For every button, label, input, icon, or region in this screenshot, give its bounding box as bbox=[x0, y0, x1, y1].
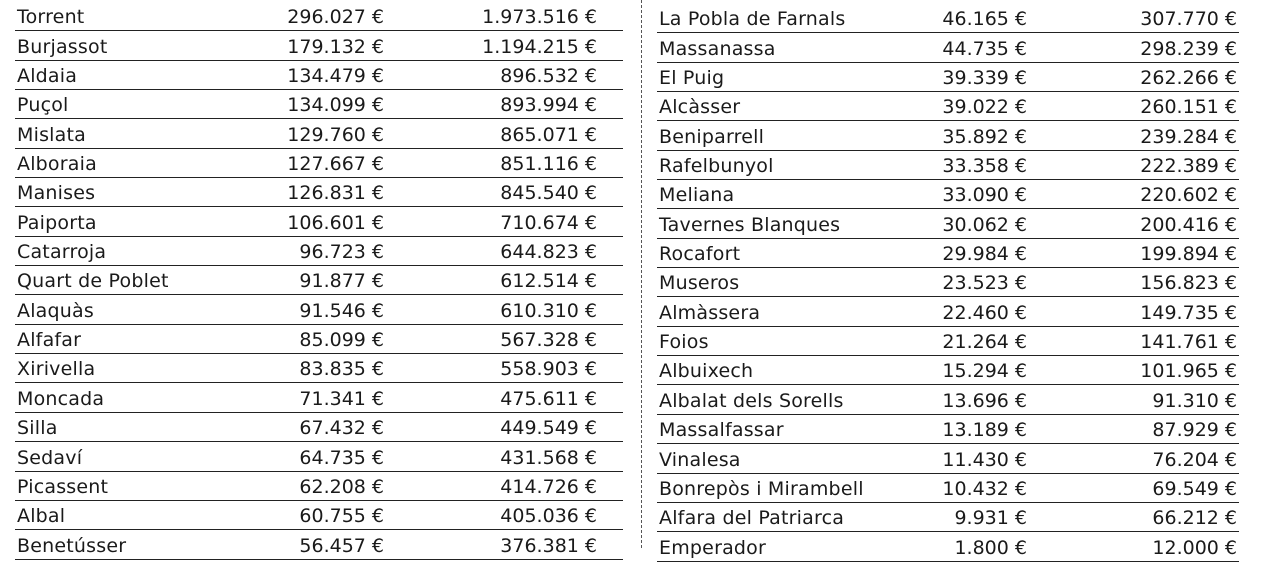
total-value: 91.310 € bbox=[1152, 389, 1237, 412]
amount-value: 106.601 € bbox=[287, 211, 384, 234]
left-table bbox=[15, 2, 623, 560]
amount-value: 35.892 € bbox=[942, 125, 1027, 148]
municipality-name: Alcàsser bbox=[659, 96, 741, 119]
total-value: 199.894 € bbox=[1140, 243, 1237, 266]
municipality-name: La Pobla de Farnals bbox=[659, 8, 846, 31]
total-value: 865.071 € bbox=[500, 123, 597, 146]
municipality-name: Massanassa bbox=[659, 37, 776, 60]
amount-value: 33.090 € bbox=[942, 184, 1027, 207]
total-value: 1.194.215 € bbox=[482, 35, 597, 58]
amount-value: 134.479 € bbox=[287, 65, 384, 88]
municipality-name: Sedaví bbox=[17, 446, 83, 469]
municipality-name: Quart de Poblet bbox=[17, 270, 169, 293]
total-value: 896.532 € bbox=[500, 65, 597, 88]
amount-value: 134.099 € bbox=[287, 94, 384, 117]
municipality-name: Aldaia bbox=[17, 65, 78, 88]
amount-value: 13.189 € bbox=[942, 419, 1027, 442]
amount-value: 179.132 € bbox=[287, 35, 384, 58]
total-value: 298.239 € bbox=[1140, 37, 1237, 60]
table-row bbox=[657, 474, 1239, 503]
total-value: 222.389 € bbox=[1140, 155, 1237, 178]
total-value: 76.204 € bbox=[1152, 448, 1237, 471]
table-row bbox=[15, 295, 623, 324]
municipality-name: Paiporta bbox=[17, 211, 97, 234]
amount-value: 39.022 € bbox=[942, 96, 1027, 119]
municipality-name: Vinalesa bbox=[659, 448, 741, 471]
table-row bbox=[657, 356, 1239, 385]
amount-value: 1.800 € bbox=[954, 536, 1027, 559]
municipality-name: Almàssera bbox=[659, 301, 761, 324]
table-row bbox=[657, 503, 1239, 532]
right-table bbox=[657, 4, 1239, 562]
total-value: 307.770 € bbox=[1140, 8, 1237, 31]
amount-value: 39.339 € bbox=[942, 67, 1027, 90]
amount-value: 10.432 € bbox=[942, 477, 1027, 500]
total-value: 260.151 € bbox=[1140, 96, 1237, 119]
municipality-name: Rafelbunyol bbox=[659, 155, 774, 178]
table-row bbox=[15, 207, 623, 236]
municipality-name: Rocafort bbox=[659, 243, 741, 266]
total-value: 851.116 € bbox=[500, 153, 597, 176]
total-value: 431.568 € bbox=[500, 446, 597, 469]
municipality-name: Bonrepòs i Mirambell bbox=[659, 477, 864, 500]
table-row bbox=[657, 444, 1239, 473]
total-value: 558.903 € bbox=[500, 358, 597, 381]
table-row bbox=[657, 121, 1239, 150]
amount-value: 91.877 € bbox=[299, 270, 384, 293]
municipality-name: Albalat dels Sorells bbox=[659, 389, 844, 412]
table-row bbox=[15, 383, 623, 412]
municipality-name: Puçol bbox=[17, 94, 69, 117]
total-value: 405.036 € bbox=[500, 505, 597, 528]
table-row bbox=[657, 4, 1239, 33]
municipality-name: Alfafar bbox=[17, 329, 82, 352]
table-row bbox=[15, 119, 623, 148]
municipality-name: Picassent bbox=[17, 475, 109, 498]
amount-value: 11.430 € bbox=[942, 448, 1027, 471]
amount-value: 23.523 € bbox=[942, 272, 1027, 295]
total-value: 376.381 € bbox=[500, 534, 597, 557]
total-value: 141.761 € bbox=[1140, 331, 1237, 354]
amount-value: 126.831 € bbox=[287, 182, 384, 205]
municipality-name: Tavernes Blanques bbox=[659, 213, 841, 236]
amount-value: 56.457 € bbox=[299, 534, 384, 557]
table-row bbox=[657, 92, 1239, 121]
table-row bbox=[657, 151, 1239, 180]
amount-value: 85.099 € bbox=[299, 329, 384, 352]
municipality-name: Catarroja bbox=[17, 241, 107, 264]
amount-value: 64.735 € bbox=[299, 446, 384, 469]
total-value: 1.973.516 € bbox=[482, 6, 597, 29]
total-value: 12.000 € bbox=[1152, 536, 1237, 559]
total-value: 414.726 € bbox=[500, 475, 597, 498]
total-value: 710.674 € bbox=[500, 211, 597, 234]
municipality-name: Emperador bbox=[659, 536, 767, 559]
table-row bbox=[15, 178, 623, 207]
total-value: 156.823 € bbox=[1140, 272, 1237, 295]
total-value: 262.266 € bbox=[1140, 67, 1237, 90]
amount-value: 129.760 € bbox=[287, 123, 384, 146]
amount-value: 46.165 € bbox=[942, 8, 1027, 31]
table-row bbox=[657, 327, 1239, 356]
amount-value: 91.546 € bbox=[299, 299, 384, 322]
total-value: 610.310 € bbox=[500, 299, 597, 322]
municipality-name: Massalfassar bbox=[659, 419, 784, 442]
table-row bbox=[657, 297, 1239, 326]
table-row bbox=[15, 90, 623, 119]
table-row bbox=[15, 61, 623, 90]
amount-value: 62.208 € bbox=[299, 475, 384, 498]
amount-value: 21.264 € bbox=[942, 331, 1027, 354]
municipality-name: Museros bbox=[659, 272, 740, 295]
total-value: 475.611 € bbox=[500, 387, 597, 410]
total-value: 149.735 € bbox=[1140, 301, 1237, 324]
table-row bbox=[15, 530, 623, 559]
municipality-name: Albal bbox=[17, 505, 66, 528]
table-row bbox=[15, 354, 623, 383]
total-value: 220.602 € bbox=[1140, 184, 1237, 207]
total-value: 69.549 € bbox=[1152, 477, 1237, 500]
amount-value: 296.027 € bbox=[287, 6, 384, 29]
municipality-name: Alboraia bbox=[17, 153, 97, 176]
amount-value: 71.341 € bbox=[299, 387, 384, 410]
municipality-name: Moncada bbox=[17, 387, 105, 410]
amount-value: 127.667 € bbox=[287, 153, 384, 176]
table-row bbox=[657, 239, 1239, 268]
amount-value: 9.931 € bbox=[954, 507, 1027, 530]
municipality-name: Benetússer bbox=[17, 534, 127, 557]
municipality-name: Alaquàs bbox=[17, 299, 94, 322]
table-row bbox=[15, 266, 623, 295]
table-row bbox=[657, 415, 1239, 444]
total-value: 893.994 € bbox=[500, 94, 597, 117]
municipality-name: Torrent bbox=[17, 6, 85, 29]
amount-value: 15.294 € bbox=[942, 360, 1027, 383]
amount-value: 29.984 € bbox=[942, 243, 1027, 266]
total-value: 66.212 € bbox=[1152, 507, 1237, 530]
table-row bbox=[657, 180, 1239, 209]
amount-value: 67.432 € bbox=[299, 417, 384, 440]
municipality-name: Xirivella bbox=[17, 358, 96, 381]
table-row bbox=[15, 325, 623, 354]
municipality-name: Meliana bbox=[659, 184, 735, 207]
total-value: 87.929 € bbox=[1152, 419, 1237, 442]
table-row bbox=[15, 2, 623, 31]
municipality-name: Burjassot bbox=[17, 35, 108, 58]
total-value: 644.823 € bbox=[500, 241, 597, 264]
table-row bbox=[657, 532, 1239, 561]
table-row bbox=[657, 33, 1239, 62]
municipality-name: Foios bbox=[659, 331, 709, 354]
table-row bbox=[15, 237, 623, 266]
total-value: 612.514 € bbox=[500, 270, 597, 293]
total-value: 567.328 € bbox=[500, 329, 597, 352]
table-row bbox=[657, 385, 1239, 414]
table-row bbox=[15, 149, 623, 178]
column-divider bbox=[641, 0, 642, 548]
table-row bbox=[15, 413, 623, 442]
table-row bbox=[15, 472, 623, 501]
amount-value: 22.460 € bbox=[942, 301, 1027, 324]
amount-value: 30.062 € bbox=[942, 213, 1027, 236]
table-row bbox=[657, 63, 1239, 92]
municipality-name: Albuixech bbox=[659, 360, 754, 383]
table-row bbox=[657, 268, 1239, 297]
municipality-name: Alfara del Patriarca bbox=[659, 507, 845, 530]
municipality-name: El Puig bbox=[659, 67, 725, 90]
amount-value: 13.696 € bbox=[942, 389, 1027, 412]
amount-value: 96.723 € bbox=[299, 241, 384, 264]
amount-value: 44.735 € bbox=[942, 37, 1027, 60]
total-value: 200.416 € bbox=[1140, 213, 1237, 236]
amount-value: 60.755 € bbox=[299, 505, 384, 528]
table-row bbox=[15, 31, 623, 60]
total-value: 449.549 € bbox=[500, 417, 597, 440]
table-row bbox=[657, 209, 1239, 238]
total-value: 239.284 € bbox=[1140, 125, 1237, 148]
total-value: 845.540 € bbox=[500, 182, 597, 205]
total-value: 101.965 € bbox=[1140, 360, 1237, 383]
table-row bbox=[15, 501, 623, 530]
table-row bbox=[15, 442, 623, 471]
municipality-name: Mislata bbox=[17, 123, 86, 146]
municipality-name: Manises bbox=[17, 182, 96, 205]
amount-value: 83.835 € bbox=[299, 358, 384, 381]
municipality-name: Beniparrell bbox=[659, 125, 765, 148]
municipality-name: Silla bbox=[17, 417, 58, 440]
amount-value: 33.358 € bbox=[942, 155, 1027, 178]
